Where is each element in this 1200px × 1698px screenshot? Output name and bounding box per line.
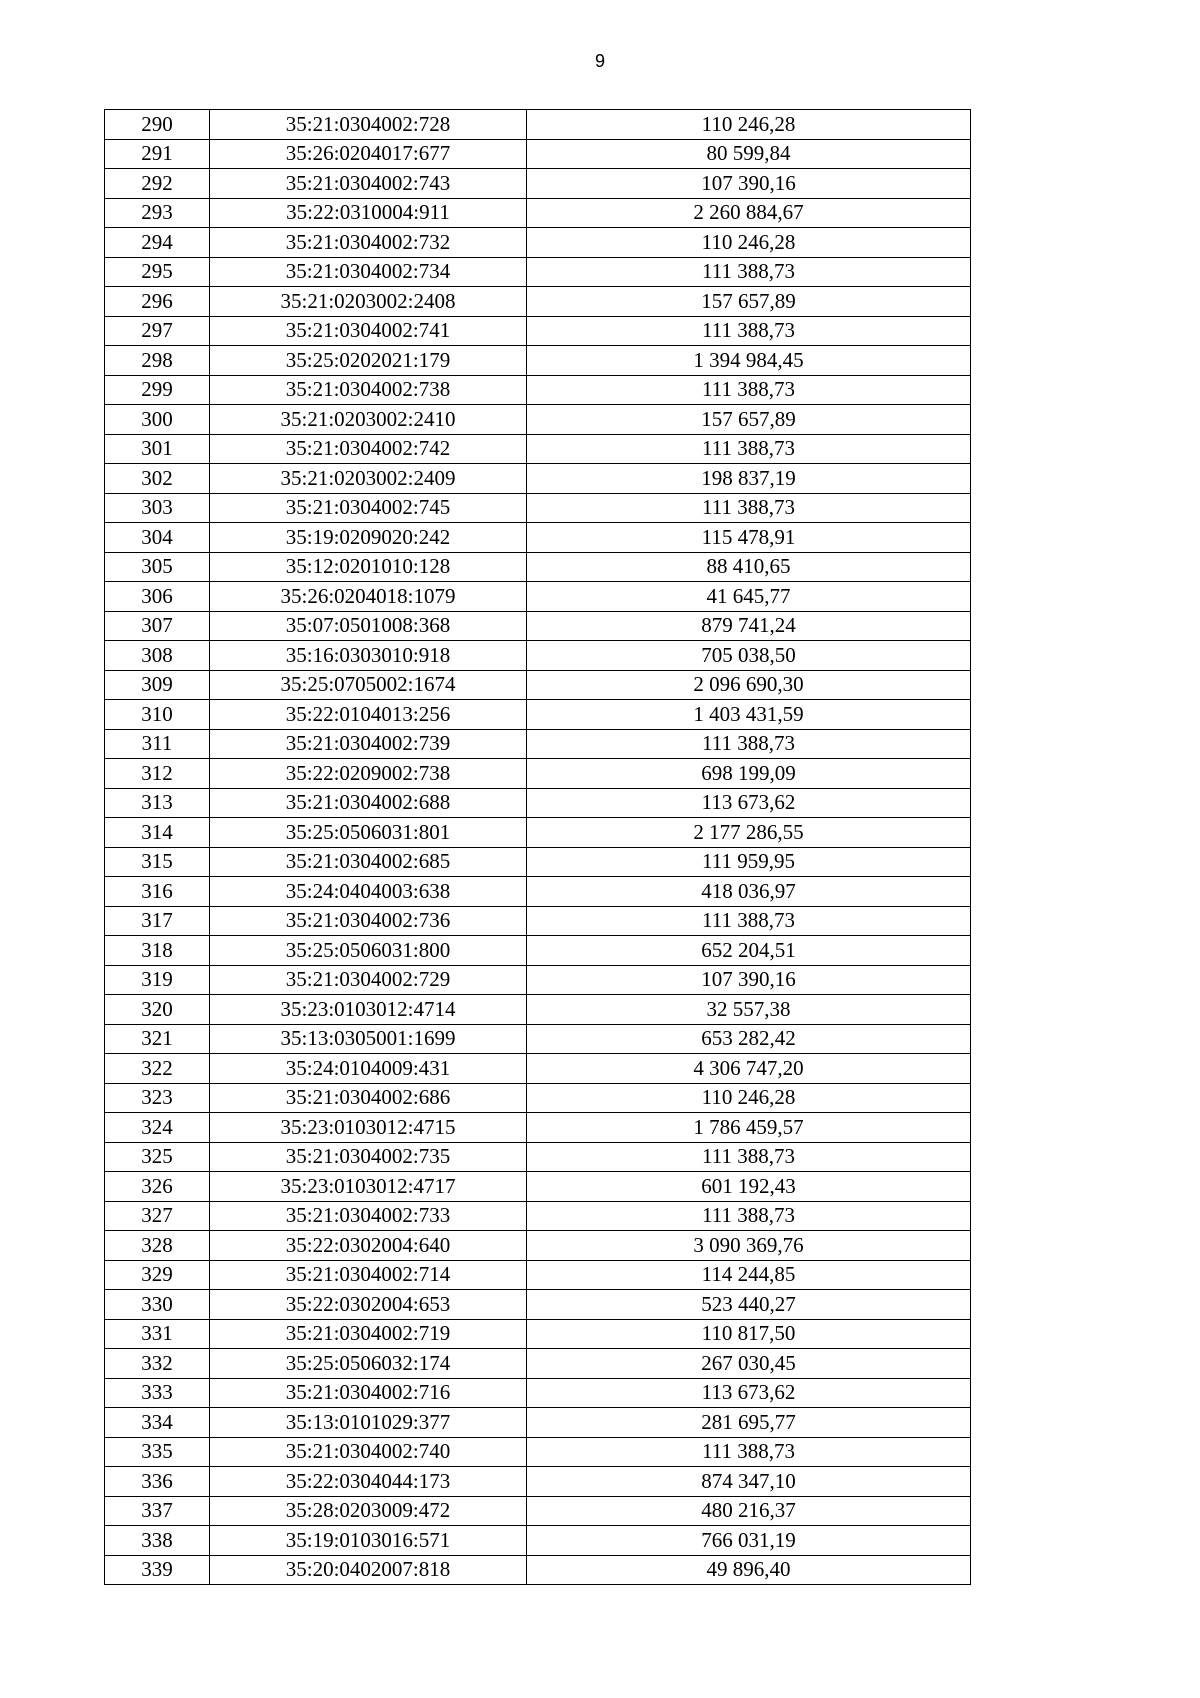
cadastral-number-cell: 35:24:0404003:638: [210, 877, 527, 907]
table-row: [105, 1290, 971, 1320]
table-row: [105, 1260, 971, 1290]
table-row: [105, 257, 971, 287]
cadastral-value-cell: 879 741,24: [527, 611, 971, 641]
cadastral-number-cell: 35:23:0103012:4715: [210, 1113, 527, 1143]
cadastral-value-cell: 111 388,73: [527, 434, 971, 464]
cadastral-value-cell: 111 388,73: [527, 729, 971, 759]
cadastral-number-cell: 35:21:0203002:2410: [210, 405, 527, 435]
table-row: [105, 464, 971, 494]
cadastral-number-cell: 35:25:0506032:174: [210, 1349, 527, 1379]
cadastral-number-cell: 35:21:0304002:685: [210, 847, 527, 877]
cadastral-number-cell: 35:25:0202021:179: [210, 346, 527, 376]
row-number-cell: 324: [105, 1113, 210, 1143]
row-number-cell: 306: [105, 582, 210, 612]
cadastral-number-cell: 35:21:0203002:2409: [210, 464, 527, 494]
cadastral-value-cell: 111 388,73: [527, 316, 971, 346]
table-row: [105, 346, 971, 376]
cadastral-number-cell: 35:21:0304002:732: [210, 228, 527, 258]
cadastral-value-cell: 1 394 984,45: [527, 346, 971, 376]
cadastral-number-cell: 35:22:0104013:256: [210, 700, 527, 730]
row-number-cell: 291: [105, 139, 210, 169]
cadastral-value-cell: 107 390,16: [527, 169, 971, 199]
cadastral-value-cell: 115 478,91: [527, 523, 971, 553]
row-number-cell: 301: [105, 434, 210, 464]
table-row: [105, 729, 971, 759]
table-row: [105, 906, 971, 936]
table-row: [105, 788, 971, 818]
row-number-cell: 296: [105, 287, 210, 317]
row-number-cell: 290: [105, 110, 210, 140]
table-row: [105, 1172, 971, 1202]
table-row: [105, 1349, 971, 1379]
row-number-cell: 308: [105, 641, 210, 671]
cadastral-value-cell: 2 260 884,67: [527, 198, 971, 228]
cadastral-value-cell: 114 244,85: [527, 1260, 971, 1290]
cadastral-value-cell: 111 388,73: [527, 1201, 971, 1231]
cadastral-number-cell: 35:21:0304002:736: [210, 906, 527, 936]
table-row: [105, 1083, 971, 1113]
table-row: [105, 1437, 971, 1467]
cadastral-number-cell: 35:21:0304002:716: [210, 1378, 527, 1408]
cadastral-value-cell: 157 657,89: [527, 287, 971, 317]
table-row: [105, 523, 971, 553]
cadastral-value-cell: 601 192,43: [527, 1172, 971, 1202]
cadastral-number-cell: 35:21:0304002:735: [210, 1142, 527, 1172]
table-row: [105, 818, 971, 848]
row-number-cell: 326: [105, 1172, 210, 1202]
table-row: [105, 405, 971, 435]
row-number-cell: 330: [105, 1290, 210, 1320]
row-number-cell: 311: [105, 729, 210, 759]
cadastral-value-cell: 111 388,73: [527, 1142, 971, 1172]
table-row: [105, 641, 971, 671]
row-number-cell: 293: [105, 198, 210, 228]
table-row: [105, 759, 971, 789]
table-row: [105, 847, 971, 877]
table-row: [105, 877, 971, 907]
table-row: [105, 139, 971, 169]
cadastral-number-cell: 35:07:0501008:368: [210, 611, 527, 641]
row-number-cell: 328: [105, 1231, 210, 1261]
cadastral-number-cell: 35:21:0304002:719: [210, 1319, 527, 1349]
cadastral-number-cell: 35:26:0204018:1079: [210, 582, 527, 612]
row-number-cell: 333: [105, 1378, 210, 1408]
row-number-cell: 331: [105, 1319, 210, 1349]
table-row: [105, 700, 971, 730]
cadastral-value-cell: 110 246,28: [527, 110, 971, 140]
table-row: [105, 1142, 971, 1172]
table-row: [105, 1054, 971, 1084]
table-row: [105, 936, 971, 966]
cadastral-value-cell: 480 216,37: [527, 1496, 971, 1526]
table-row: [105, 1201, 971, 1231]
cadastral-value-cell: 698 199,09: [527, 759, 971, 789]
row-number-cell: 297: [105, 316, 210, 346]
cadastral-value-cell: 49 896,40: [527, 1555, 971, 1585]
table-row: [105, 316, 971, 346]
table-row: [105, 1024, 971, 1054]
row-number-cell: 302: [105, 464, 210, 494]
cadastral-number-cell: 35:23:0103012:4717: [210, 1172, 527, 1202]
row-number-cell: 312: [105, 759, 210, 789]
row-number-cell: 307: [105, 611, 210, 641]
row-number-cell: 292: [105, 169, 210, 199]
row-number-cell: 316: [105, 877, 210, 907]
cadastral-value-cell: 110 246,28: [527, 228, 971, 258]
row-number-cell: 327: [105, 1201, 210, 1231]
table-body: [105, 110, 971, 1585]
row-number-cell: 320: [105, 995, 210, 1025]
table-row: [105, 1113, 971, 1143]
cadastral-value-cell: 88 410,65: [527, 552, 971, 582]
table-row: [105, 582, 971, 612]
cadastral-number-cell: 35:25:0506031:801: [210, 818, 527, 848]
table-row: [105, 169, 971, 199]
cadastral-value-cell: 4 306 747,20: [527, 1054, 971, 1084]
row-number-cell: 314: [105, 818, 210, 848]
cadastral-value-cell: 157 657,89: [527, 405, 971, 435]
table-row: [105, 1555, 971, 1585]
row-number-cell: 313: [105, 788, 210, 818]
cadastral-number-cell: 35:21:0304002:714: [210, 1260, 527, 1290]
row-number-cell: 334: [105, 1408, 210, 1438]
row-number-cell: 304: [105, 523, 210, 553]
table-row: [105, 670, 971, 700]
cadastral-value-cell: 418 036,97: [527, 877, 971, 907]
row-number-cell: 325: [105, 1142, 210, 1172]
table-row: [105, 287, 971, 317]
cadastral-number-cell: 35:21:0304002:739: [210, 729, 527, 759]
row-number-cell: 318: [105, 936, 210, 966]
cadastral-number-cell: 35:20:0402007:818: [210, 1555, 527, 1585]
cadastral-number-cell: 35:19:0103016:571: [210, 1526, 527, 1556]
table-row: [105, 1467, 971, 1497]
cadastral-number-cell: 35:21:0304002:743: [210, 169, 527, 199]
cadastral-number-cell: 35:21:0304002:729: [210, 965, 527, 995]
table-row: [105, 1319, 971, 1349]
table-row: [105, 1496, 971, 1526]
cadastral-number-cell: 35:26:0204017:677: [210, 139, 527, 169]
table-row: [105, 552, 971, 582]
cadastral-value-cell: 113 673,62: [527, 788, 971, 818]
cadastral-value-cell: 705 038,50: [527, 641, 971, 671]
cadastral-value-cell: 281 695,77: [527, 1408, 971, 1438]
cadastral-value-cell: 1 403 431,59: [527, 700, 971, 730]
table-row: [105, 995, 971, 1025]
table-row: [105, 965, 971, 995]
cadastral-value-table: [104, 109, 971, 1585]
cadastral-value-cell: 653 282,42: [527, 1024, 971, 1054]
cadastral-value-cell: 111 959,95: [527, 847, 971, 877]
row-number-cell: 335: [105, 1437, 210, 1467]
row-number-cell: 319: [105, 965, 210, 995]
cadastral-number-cell: 35:28:0203009:472: [210, 1496, 527, 1526]
cadastral-value-cell: 113 673,62: [527, 1378, 971, 1408]
cadastral-value-cell: 111 388,73: [527, 257, 971, 287]
cadastral-value-cell: 1 786 459,57: [527, 1113, 971, 1143]
cadastral-value-cell: 874 347,10: [527, 1467, 971, 1497]
cadastral-value-cell: 111 388,73: [527, 1437, 971, 1467]
cadastral-number-cell: 35:24:0104009:431: [210, 1054, 527, 1084]
cadastral-number-cell: 35:21:0304002:745: [210, 493, 527, 523]
table-row: [105, 611, 971, 641]
cadastral-value-cell: 2 096 690,30: [527, 670, 971, 700]
cadastral-number-cell: 35:25:0506031:800: [210, 936, 527, 966]
table-row: [105, 110, 971, 140]
table-row: [105, 1231, 971, 1261]
cadastral-value-cell: 766 031,19: [527, 1526, 971, 1556]
row-number-cell: 298: [105, 346, 210, 376]
cadastral-number-cell: 35:21:0304002:740: [210, 1437, 527, 1467]
row-number-cell: 299: [105, 375, 210, 405]
cadastral-number-cell: 35:19:0209020:242: [210, 523, 527, 553]
row-number-cell: 294: [105, 228, 210, 258]
cadastral-number-cell: 35:22:0302004:653: [210, 1290, 527, 1320]
cadastral-number-cell: 35:13:0305001:1699: [210, 1024, 527, 1054]
cadastral-number-cell: 35:22:0302004:640: [210, 1231, 527, 1261]
table-row: [105, 1408, 971, 1438]
row-number-cell: 321: [105, 1024, 210, 1054]
table-row: [105, 228, 971, 258]
page-number: 9: [594, 51, 605, 71]
cadastral-value-cell: 32 557,38: [527, 995, 971, 1025]
row-number-cell: 337: [105, 1496, 210, 1526]
row-number-cell: 309: [105, 670, 210, 700]
table-row: [105, 198, 971, 228]
cadastral-number-cell: 35:12:0201010:128: [210, 552, 527, 582]
cadastral-value-cell: 110 246,28: [527, 1083, 971, 1113]
table-row: [105, 493, 971, 523]
table-row: [105, 1526, 971, 1556]
cadastral-value-cell: 110 817,50: [527, 1319, 971, 1349]
cadastral-number-cell: 35:23:0103012:4714: [210, 995, 527, 1025]
row-number-cell: 338: [105, 1526, 210, 1556]
cadastral-value-cell: 111 388,73: [527, 375, 971, 405]
row-number-cell: 305: [105, 552, 210, 582]
cadastral-number-cell: 35:21:0203002:2408: [210, 287, 527, 317]
row-number-cell: 336: [105, 1467, 210, 1497]
cadastral-value-cell: 198 837,19: [527, 464, 971, 494]
cadastral-number-cell: 35:25:0705002:1674: [210, 670, 527, 700]
cadastral-number-cell: 35:21:0304002:741: [210, 316, 527, 346]
cadastral-value-cell: 80 599,84: [527, 139, 971, 169]
cadastral-number-cell: 35:21:0304002:733: [210, 1201, 527, 1231]
cadastral-number-cell: 35:21:0304002:734: [210, 257, 527, 287]
cadastral-number-cell: 35:21:0304002:686: [210, 1083, 527, 1113]
cadastral-number-cell: 35:22:0304044:173: [210, 1467, 527, 1497]
cadastral-number-cell: 35:16:0303010:918: [210, 641, 527, 671]
cadastral-value-cell: 3 090 369,76: [527, 1231, 971, 1261]
cadastral-value-cell: 523 440,27: [527, 1290, 971, 1320]
cadastral-number-cell: 35:21:0304002:728: [210, 110, 527, 140]
cadastral-value-cell: 652 204,51: [527, 936, 971, 966]
row-number-cell: 322: [105, 1054, 210, 1084]
cadastral-value-cell: 107 390,16: [527, 965, 971, 995]
row-number-cell: 323: [105, 1083, 210, 1113]
table-row: [105, 434, 971, 464]
row-number-cell: 339: [105, 1555, 210, 1585]
table-row: [105, 375, 971, 405]
cadastral-number-cell: 35:22:0310004:911: [210, 198, 527, 228]
row-number-cell: 315: [105, 847, 210, 877]
row-number-cell: 303: [105, 493, 210, 523]
cadastral-number-cell: 35:21:0304002:688: [210, 788, 527, 818]
cadastral-value-cell: 267 030,45: [527, 1349, 971, 1379]
row-number-cell: 317: [105, 906, 210, 936]
cadastral-number-cell: 35:13:0101029:377: [210, 1408, 527, 1438]
row-number-cell: 295: [105, 257, 210, 287]
cadastral-value-cell: 2 177 286,55: [527, 818, 971, 848]
row-number-cell: 332: [105, 1349, 210, 1379]
row-number-cell: 300: [105, 405, 210, 435]
cadastral-number-cell: 35:21:0304002:738: [210, 375, 527, 405]
cadastral-value-cell: 41 645,77: [527, 582, 971, 612]
cadastral-value-cell: 111 388,73: [527, 493, 971, 523]
row-number-cell: 329: [105, 1260, 210, 1290]
row-number-cell: 310: [105, 700, 210, 730]
cadastral-number-cell: 35:21:0304002:742: [210, 434, 527, 464]
cadastral-number-cell: 35:22:0209002:738: [210, 759, 527, 789]
table-row: [105, 1378, 971, 1408]
cadastral-value-cell: 111 388,73: [527, 906, 971, 936]
